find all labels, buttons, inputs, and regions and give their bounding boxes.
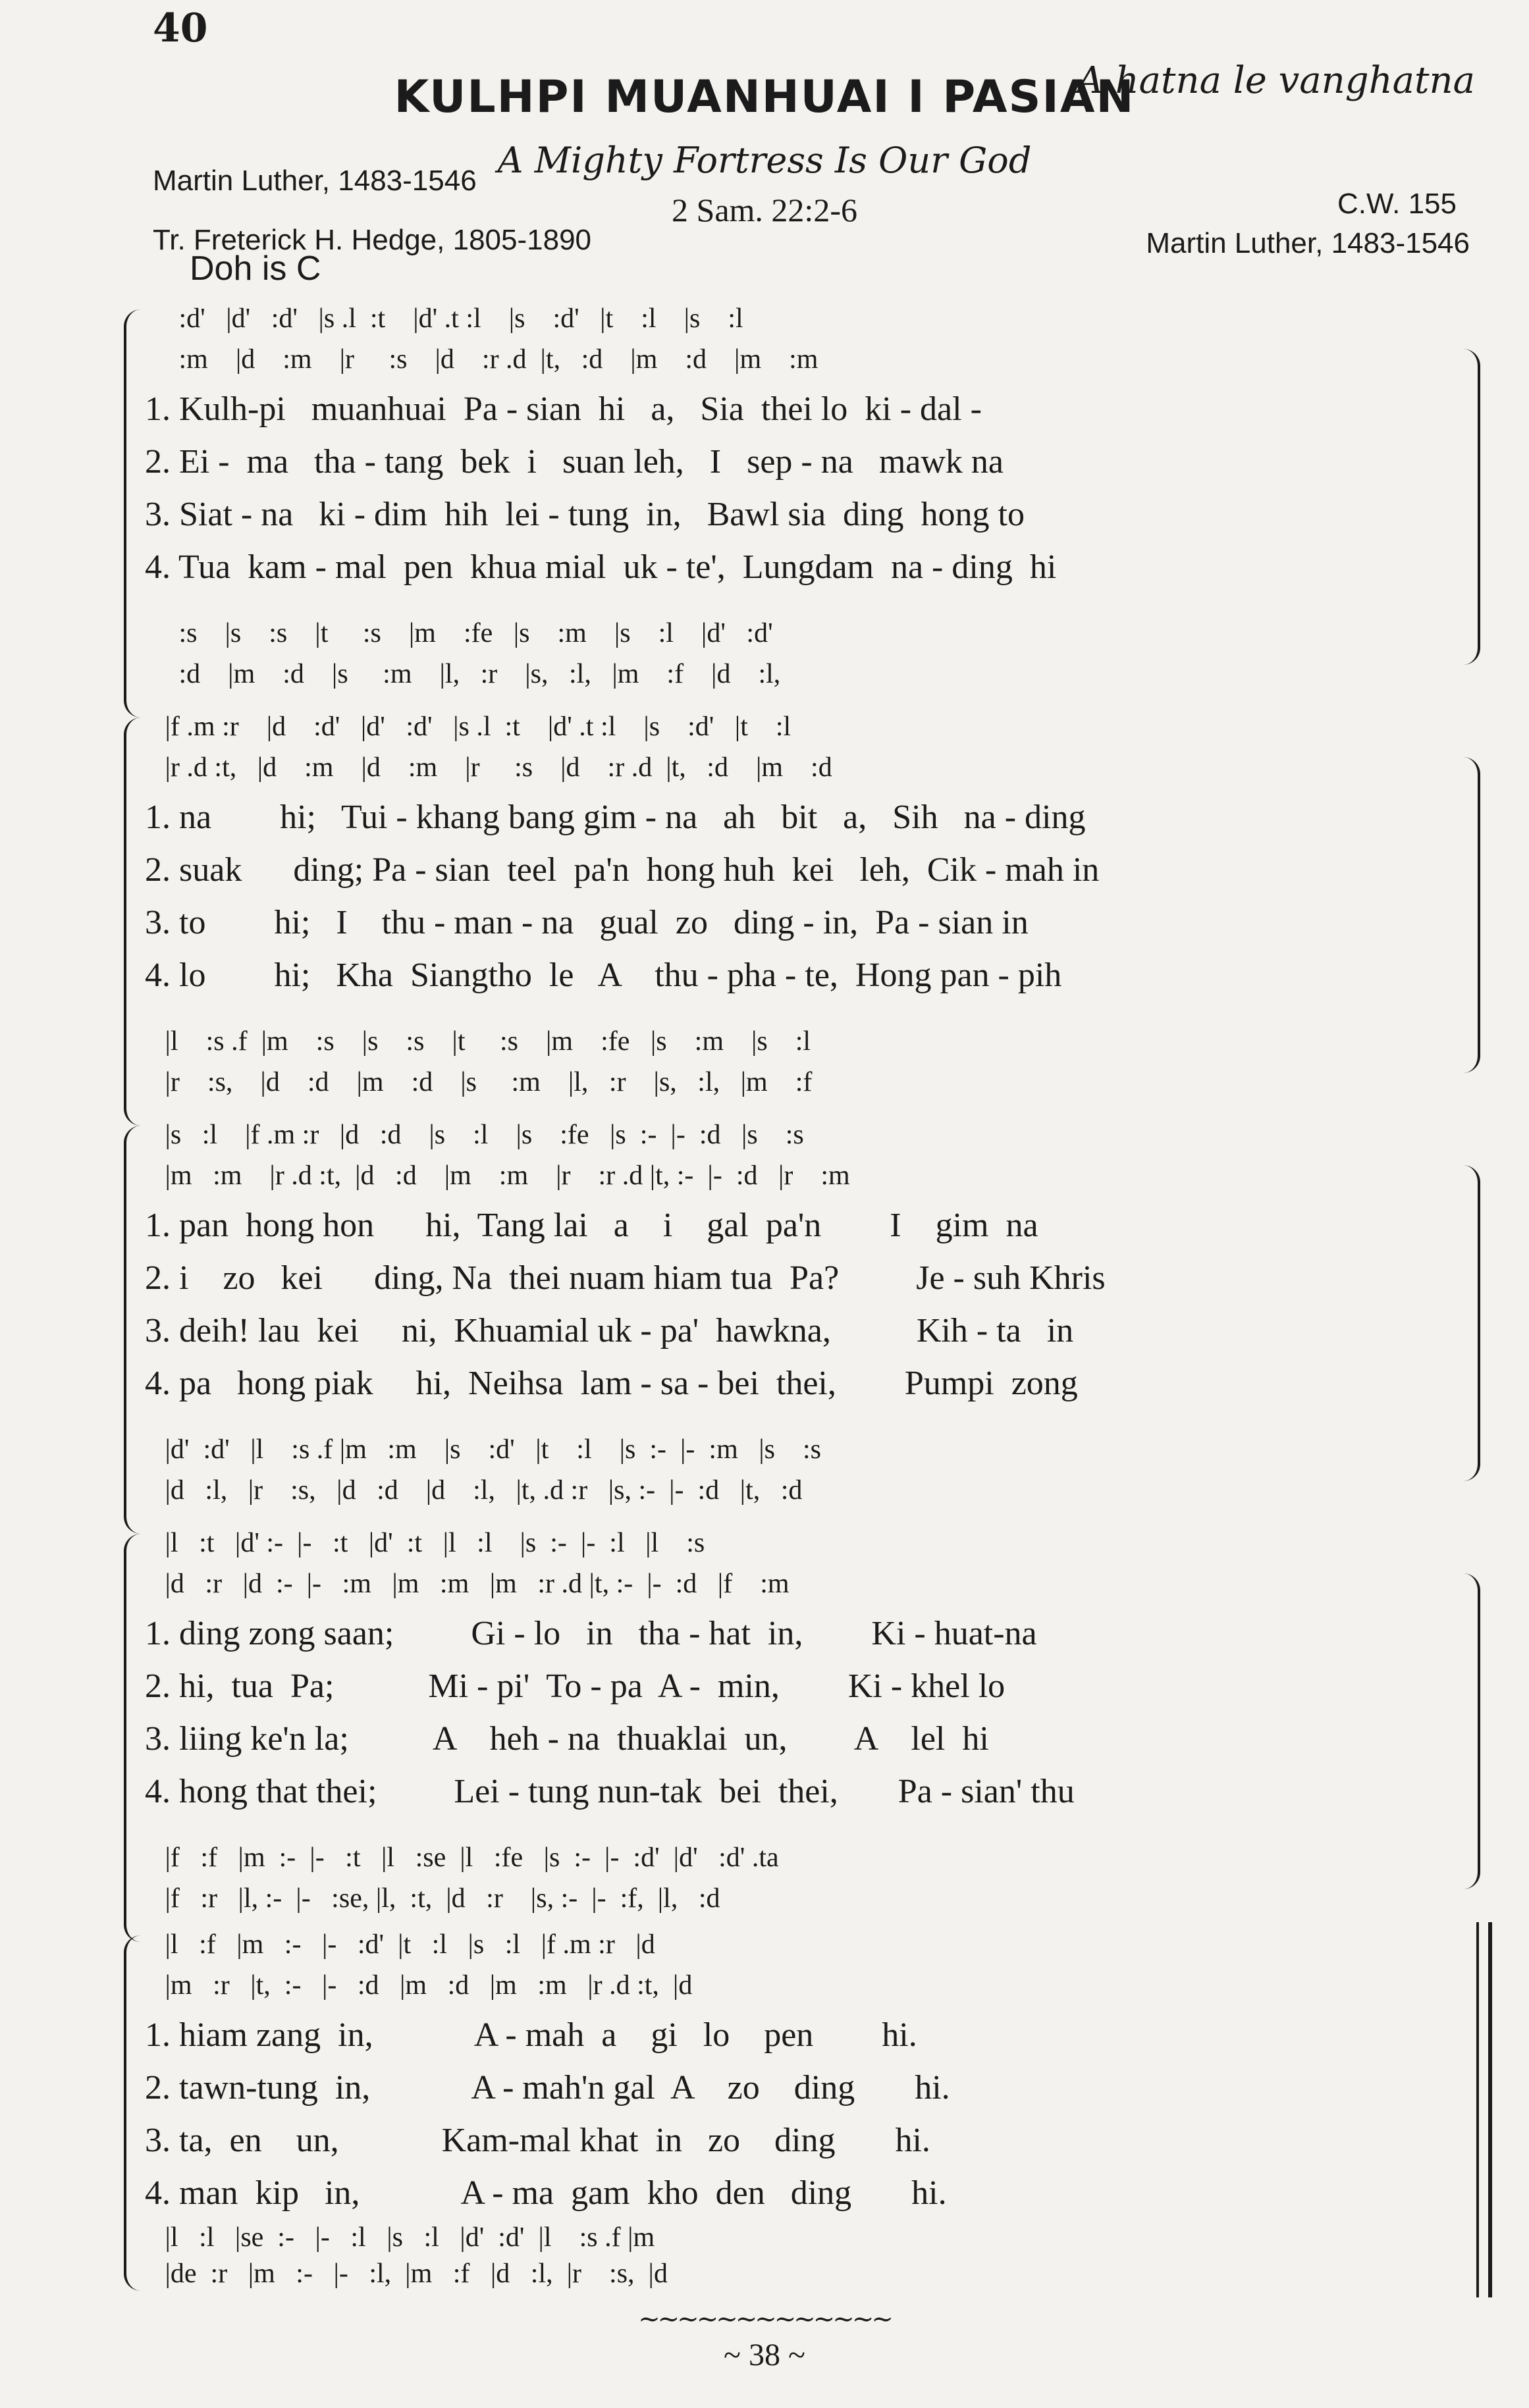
cw-number: C.W. 155 <box>1337 188 1457 220</box>
verse-1-lyric: 1. ding zong saan; Gi - lo in tha - hat in, Ki - huat-na <box>145 1615 1037 1652</box>
bass-line: :d |m :d |s :m |l, :r |s, :l, |m :f |d :l, <box>158 659 781 689</box>
verse-4-lyric: 4. lo hi; Kha Siangtho le A thu - pha - te, Hong pan - pih <box>145 956 1062 994</box>
alto-line: :m |d :m |r :s |d :r .d |t, :d |m :d |m :m <box>158 344 818 375</box>
tenor-line: |l :s .f |m :s |s :s |t :s |m :fe |s :m |s :l <box>158 1026 811 1057</box>
verse-2-lyric: 2. hi, tua Pa; Mi - pi' To - pa A - min, Ki - khel lo <box>145 1667 1006 1705</box>
right-brace <box>1463 757 1480 1073</box>
music-system-1 <box>119 303 1488 724</box>
left-brace <box>124 309 141 718</box>
page-number: ~ 38 ~ <box>724 2338 805 2372</box>
verse-2-lyric: 2. suak ding; Pa - sian teel pa'n hong huh kei leh, Cik - mah in <box>145 851 1100 889</box>
verse-4-lyric: 4. hong that thei; Lei - tung nun-tak bei thei, Pa - sian' thu <box>145 1773 1075 1810</box>
verse-2-lyric: 2. i zo kei ding, Na thei nuam hiam tua Pa? Je - suh Khris <box>145 1259 1106 1297</box>
verse-3-lyric: 3. deih! lau kei ni, Khuamial uk - pa' hawkna, Kih - ta in <box>145 1312 1074 1349</box>
alto-line: |m :r |t, :- |- :d |m :d |m :m |r .d :t, |d <box>158 1970 693 2001</box>
composer-credit: Martin Luther, 1483-1546 <box>1146 227 1470 259</box>
left-brace <box>124 718 141 1126</box>
tenor-line: |d' :d' |l :s .f |m :m |s :d' |t :l |s :- |- :m |s :s <box>158 1434 822 1465</box>
verse-2-lyric: 2. Ei - ma tha - tang bek i suan leh, I sep - na mawk na <box>145 443 1004 481</box>
author-credit: Martin Luther, 1483-1546 <box>153 165 477 197</box>
bass-line: |d :l, |r :s, |d :d |d :l, |t, .d :r |s, :- |- :d |t, :d <box>158 1475 803 1505</box>
hymn-subtitle: A Mighty Fortress Is Our God <box>497 140 1032 181</box>
tune-note: A hatna le vanghatna <box>1077 59 1475 102</box>
alto-line: |m :m |r .d :t, |d :d |m :m |r :r .d |t, :- |- :d |r :m <box>158 1161 850 1191</box>
verse-3-lyric: 3. ta, en un, Kam-mal khat in zo ding hi. <box>145 2122 930 2159</box>
soprano-line: |s :l |f .m :r |d :d |s :l |s :fe |s :- |- :d |s :s <box>158 1120 804 1150</box>
right-brace <box>1463 1573 1480 1889</box>
right-brace <box>1463 1165 1480 1481</box>
verse-1-lyric: 1. Kulh-pi muanhuai Pa - sian hi a, Sia thei lo ki - dal - <box>145 390 982 428</box>
soprano-line: :d' |d' :d' |s .l :t |d' .t :l |s :d' |t :l |s :l <box>158 303 743 334</box>
hymn-title: KULHPI MUANHUAI I PASIAN <box>394 71 1135 123</box>
verse-1-lyric: 1. na hi; Tui - khang bang gim - na ah bit a, Sih na - ding <box>145 798 1086 836</box>
verse-1-lyric: 1. pan hong hon hi, Tang lai a i gal pa'n I gim na <box>145 1207 1038 1244</box>
translator-credit: Tr. Freterick H. Hedge, 1805-1890 <box>153 224 592 256</box>
verse-1-lyric: 1. hiam zang in, A - mah a gi lo pen hi. <box>145 2016 917 2054</box>
ornament-divider: ~~~~~~~~~~~~~ <box>638 2304 891 2334</box>
verse-4-lyric: 4. pa hong piak hi, Neihsa lam - sa - bei thei, Pumpi zong <box>145 1365 1078 1402</box>
tenor-line: |l :l |se :- |- :l |s :l |d' :d' |l :s .f |m <box>158 2222 655 2253</box>
tenor-line: |f :f |m :- |- :t |l :se |l :fe |s :- |- :d' |d' :d' .ta <box>158 1843 779 1873</box>
music-system-2 <box>119 711 1488 1132</box>
bass-line: |r :s, |d :d |m :d |s :m |l, :r |s, :l, |m :f <box>158 1067 813 1097</box>
bass-line: |f :r |l, :- |- :se, |l, :t, |d :r |s, :- |- :f, |l, :d <box>158 1883 720 1914</box>
verse-3-lyric: 3. to hi; I thu - man - na gual zo ding - in, Pa - sian in <box>145 904 1029 941</box>
alto-line: |d :r |d :- |- :m |m :m |m :r .d |t, :- |- :d |f :m <box>158 1569 790 1599</box>
hymn-number: 40 <box>153 5 208 51</box>
verse-2-lyric: 2. tawn-tung in, A - mah'n gal A zo ding hi. <box>145 2069 950 2107</box>
left-brace <box>124 1126 141 1534</box>
right-brace <box>1463 349 1480 665</box>
left-brace <box>124 1935 141 2291</box>
alto-line: |r .d :t, |d :m |d :m |r :s |d :r .d |t, :d |m :d <box>158 752 832 783</box>
bass-line: |de :r |m :- |- :l, |m :f |d :l, |r :s, |d <box>158 2259 668 2289</box>
music-system-3 <box>119 1119 1488 1540</box>
soprano-line: |f .m :r |d :d' |d' :d' |s .l :t |d' .t :l |s :d' |t :l <box>158 712 791 742</box>
verse-3-lyric: 3. liing ke'n la; A heh - na thuaklai un, A lel hi <box>145 1720 989 1758</box>
soprano-line: |l :f |m :- |- :d' |t :l |s :l |f .m :r |d <box>158 1929 655 1960</box>
key-signature: Doh is C <box>190 249 321 288</box>
final-double-barline <box>1476 1922 1492 2297</box>
scripture-reference: 2 Sam. 22:2-6 <box>672 192 857 228</box>
tenor-line: :s |s :s |t :s |m :fe |s :m |s :l |d' :d' <box>158 618 773 648</box>
music-system-4 <box>119 1527 1488 1949</box>
soprano-line: |l :t |d' :- |- :t |d' :t |l :l |s :- |- :l |l :s <box>158 1528 705 1558</box>
verse-4-lyric: 4. Tua kam - mal pen khua mial uk - te', Lungdam na - ding hi <box>145 548 1057 586</box>
music-system-5 <box>119 1929 1422 2297</box>
verse-3-lyric: 3. Siat - na ki - dim hih lei - tung in, Bawl sia ding hong to <box>145 496 1025 533</box>
verse-4-lyric: 4. man kip in, A - ma gam kho den ding hi. <box>145 2174 947 2212</box>
left-brace <box>124 1534 141 1942</box>
